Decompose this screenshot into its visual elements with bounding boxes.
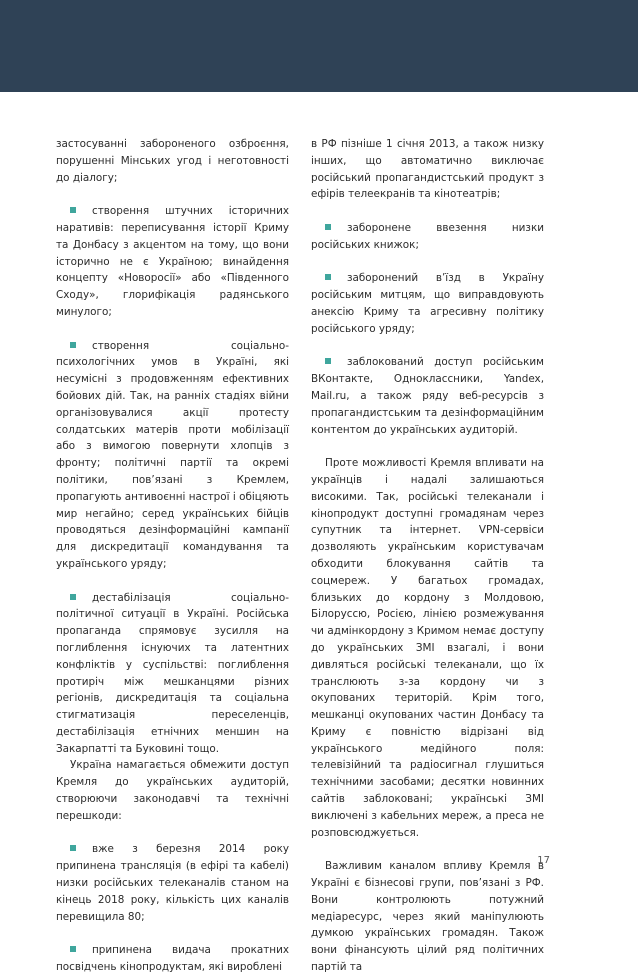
bullet-text: припинена видача прокатних посвідчень кінопродуктам, які вироблені [56,944,289,974]
square-bullet-icon [325,274,331,280]
bullet-text: заборонений в’їзд в Україну російським митцям, що виправдовують анексію Криму та агресивну політику російського уряду; [311,272,544,335]
square-bullet-icon [70,207,76,213]
paragraph: Україна намагається обмежити доступ Кремля до українських аудиторій, створюючи законодавчі та технічні перешкоди: [56,759,289,822]
paragraph: Проте можливості Кремля впливати на українців і надалі залишаються високими. Так, російські телеканали і кінопродукт доступні громадянам через супутник та інтернет. VPN-сервіси дозволяють українським користувачам обходити блокування сайтів та соцмереж. У багатьох громадах, близьких до кордону з Молдовою, Білоруссю, Росією, лінією розмежування чи адмінкордону з Кримом немає доступу до українських ЗМІ взагалі, і вони дивляться російські телеканали, що їх транслюють з-за кордону чи з окупованих територій. Крім того, мешканці окупованих частин Донбасу та Криму є повністю відрізані від українського медійного поля: телевізійний та радіосигнал глушиться технічними засобами; десятки новинних сайтів заблоковані; українські ЗМІ виключені з кабельних мереж, а преса не розповсюджується. [311,457,544,839]
header-band [0,0,638,92]
square-bullet-icon [70,342,76,348]
square-bullet-icon [325,358,331,364]
bullet-item [56,841,289,925]
page-number: 17 [537,855,550,866]
bullet-item [311,270,544,337]
bullet-text: заборонене ввезення низки російських книжок; [311,221,544,251]
bullet-text: дестабілізація соціально-політичної ситуації в Україні. Російська пропаганда спрямовує зусилля на поглиблення існуючих та латентних конфліктів у суспільстві: поглиблення протиріч між мешканцями різних регіонів, дискредитація та соціальна стигматизація переселенців, дестабілізація етнічних меншин на Закарпатті та Буковині тощо. [56,591,289,755]
bullet-text: вже з березня 2014 року припинена трансляція (в ефірі та кабелі) низки російських телеканалів станом на кінець 2018 року, кількість цих каналів перевищила 80; [56,843,289,923]
bullet-text: створення соціально-психологічних умов в Україні, які несумісні з продовженням ефективних бойових дій. Так, на ранніх стадіях війни організовувалися акції протесту солдатських матерів проти мобілізації або з вимогою повернути хлопців з фронту; політичні партії та окремі політики, пов’язані з Кремлем, пропагують антивоєнні настрої і обіцяють мир негайно; серед українських бійців проводяться дезінформаційні кампанії для дискредитації командування та українського уряду; [56,339,289,570]
right-column [311,136,544,976]
bullet-item [56,338,289,573]
paragraph: застосуванні забороненого озброєння, порушенні Мінських угод і неготовності до діалогу; [56,138,289,184]
square-bullet-icon [70,594,76,600]
square-bullet-icon [325,224,331,230]
square-bullet-icon [70,845,76,851]
bullet-item [311,220,544,254]
left-column [56,136,289,976]
bullet-item [56,590,289,758]
bullet-item [56,203,289,321]
bullet-item [311,354,544,438]
bullet-text: створення штучних історичних наративів: переписування історії Криму та Донбасу з акцентом на тому, що вони історично не є Україною; винайдення концепту «Новоросії» або «Південного Сходу», глорифікація радянського минулого; [56,205,289,318]
bullet-item [56,942,289,976]
bullet-text: заблокований доступ російським ВКонтакте, Одноклассники, Yandex, Mail.ru, а також ряду веб-ресурсів з пропагандистським та дезінформаційним контентом до українських аудиторій. [311,356,544,436]
square-bullet-icon [70,946,76,952]
paragraph: Важливим каналом впливу Кремля в Україні є бізнесові групи, пов’язані з РФ. Вони контролюють потужний медіаресурс, через який маніпулюють думкою українських громадян. Також вони фінансують цілий ряд політичних партій та [311,860,544,974]
paragraph: в РФ пізніше 1 січня 2013, а також низку інших, що автоматично виключає російський пропагандистський продукт з ефірів телеекранів та кінотеатрів; [311,138,544,201]
